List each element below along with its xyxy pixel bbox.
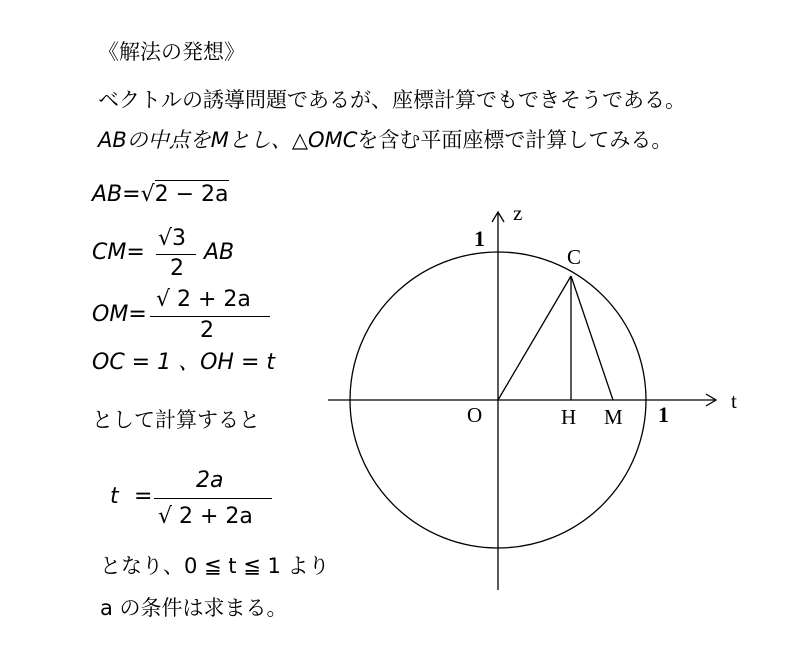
t-formula-den: √ 2 + 2a	[158, 504, 253, 529]
formula-om-den: 2	[200, 318, 214, 343]
intro-line-1: ベクトルの誘導問題であるが、座標計算でもできそうである。	[98, 88, 686, 112]
conclusion-line-2: a の条件は求まる。	[100, 596, 288, 620]
formula-cm-rhs: AB	[204, 240, 235, 265]
formula-cm-den: 2	[170, 256, 184, 281]
formula-ab-eq: =	[122, 182, 141, 207]
formula-ab-radicand: 2 − 2a	[154, 182, 229, 207]
formula-ab-lhs: AB	[92, 182, 123, 207]
conclusion-line-1: となり、0 ≦ t ≦ 1 より	[100, 554, 330, 578]
formula-om-lhs: OM=	[92, 302, 147, 327]
formula-ab-sqrt: √	[140, 182, 155, 207]
axis-t-label: t	[731, 389, 737, 413]
label-1-z: 1	[474, 226, 485, 251]
axis-z-label: z	[513, 201, 523, 225]
heading: 《解法の発想》	[98, 40, 245, 64]
segment-cm	[571, 276, 613, 400]
t-formula-eq: =	[134, 484, 153, 509]
t-formula-num: 2a	[196, 468, 224, 493]
label-m: M	[604, 405, 623, 429]
label-c: C	[567, 245, 582, 269]
label-h: H	[561, 405, 577, 429]
formula-cm-lhs: CM=	[92, 240, 145, 265]
formula-oc-oh: OC = 1 、OH = t	[92, 350, 275, 375]
t-formula-lhs: t	[110, 484, 119, 509]
intro-line-2-omc: OMC	[308, 128, 358, 152]
label-o: O	[467, 403, 483, 427]
formula-om-num: √ 2 + 2a	[156, 287, 251, 312]
label-1-t: 1	[658, 402, 669, 427]
intro-line-2-part1: ABの中点をMとし、△	[98, 128, 309, 152]
intro-line-2-part2: を含む平面座標で計算してみる。	[357, 128, 673, 152]
formula-cm-num: √3	[158, 226, 187, 251]
segment-oc	[498, 276, 571, 400]
calc-text: として計算すると	[92, 408, 260, 432]
